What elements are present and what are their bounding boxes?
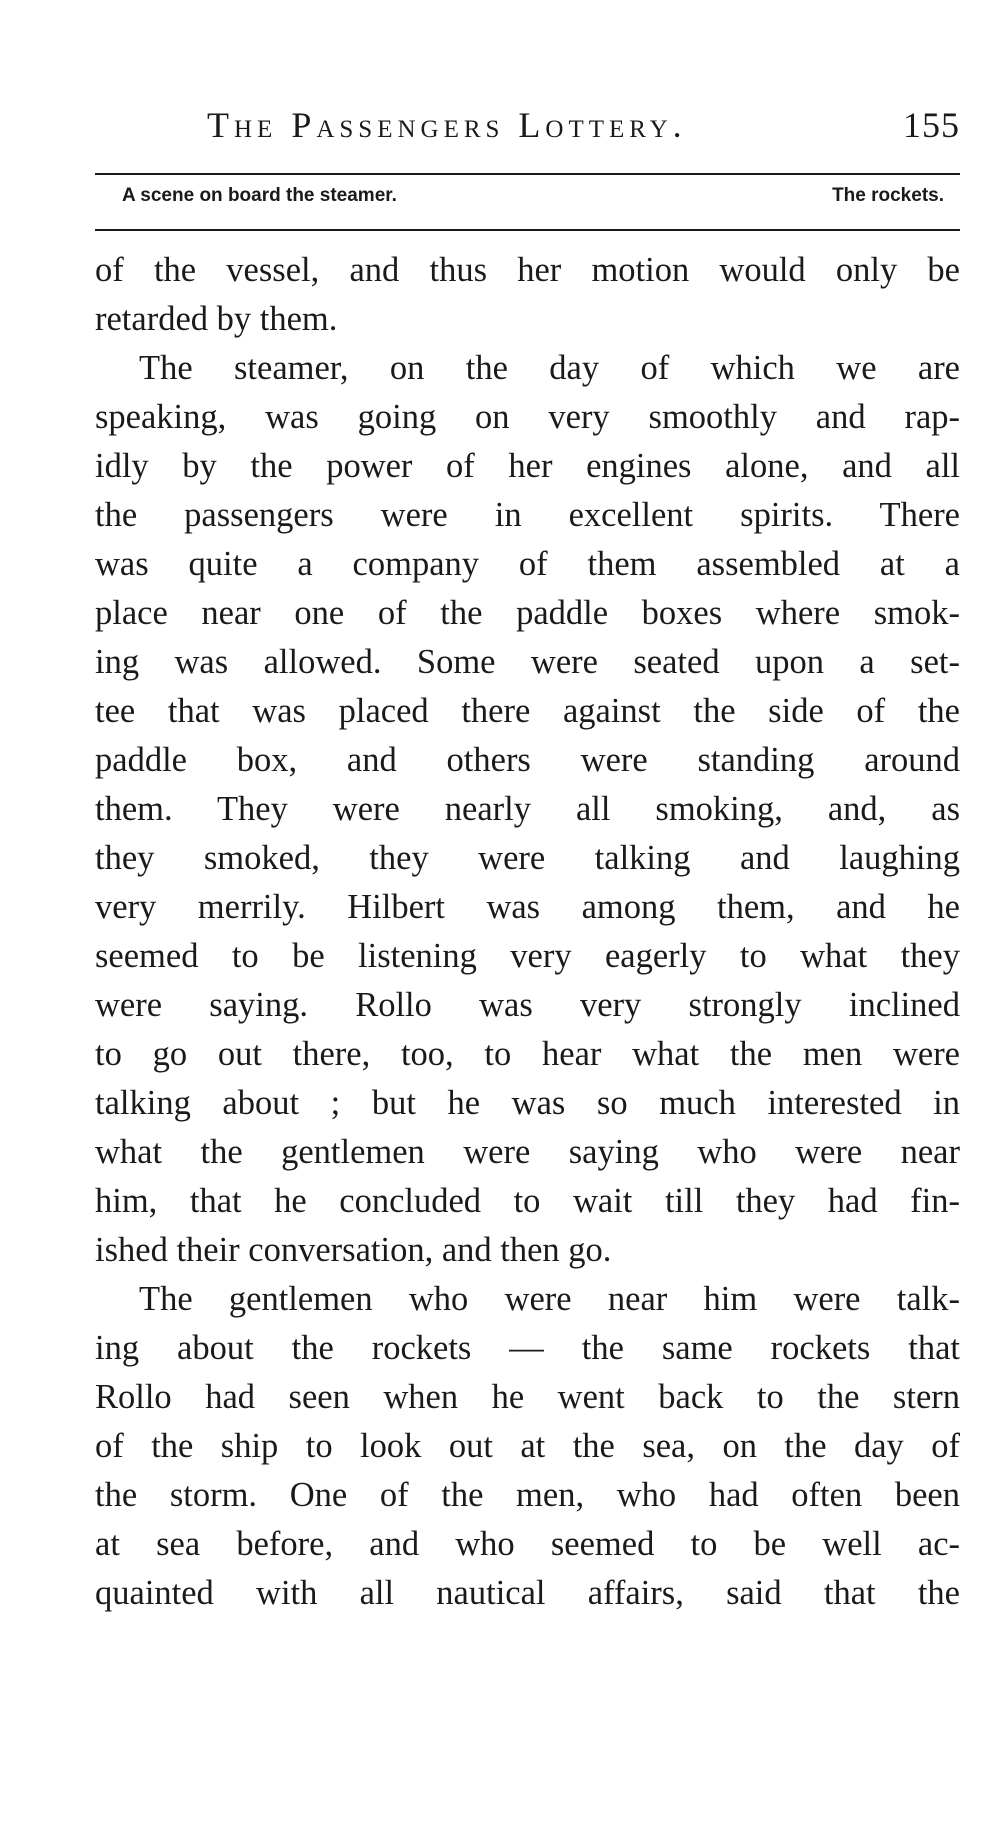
running-title: The Passengers Lottery. — [207, 105, 687, 145]
text-line: ing about the rockets — the same rockets that — [95, 1329, 960, 1367]
text-line: Rollo had seen when he went back to the stern — [95, 1378, 960, 1416]
text-line: talking about ; but he was so much interested in — [95, 1084, 960, 1122]
text-line: they smoked, they were talking and laughing — [95, 839, 960, 877]
text-line: The steamer, on the day of which we are — [139, 349, 960, 387]
text-line: very merrily. Hilbert was among them, and he — [95, 888, 960, 926]
text-line: tee that was placed there against the side of the — [95, 692, 960, 730]
header-rule-top — [95, 173, 960, 175]
text-line: were saying. Rollo was very strongly inclined — [95, 986, 960, 1024]
text-line: of the ship to look out at the sea, on the day of — [95, 1427, 960, 1465]
text-line: the passengers were in excellent spirits. There — [95, 496, 960, 534]
text-line: what the gentlemen were saying who were near — [95, 1133, 960, 1171]
running-header — [95, 104, 960, 154]
subheader-left: A scene on board the steamer. — [122, 185, 397, 206]
text-line: seemed to be listening very eagerly to what they — [95, 937, 960, 975]
text-line: the storm. One of the men, who had often been — [95, 1476, 960, 1514]
text-line: them. They were nearly all smoking, and, as — [95, 790, 960, 828]
text-line: The gentlemen who were near him were talk- — [139, 1280, 960, 1318]
text-line: was quite a company of them assembled at a — [95, 545, 960, 583]
text-line: idly by the power of her engines alone, and all — [95, 447, 960, 485]
text-line: ished their conversation, and then go. — [95, 1231, 612, 1269]
text-line: ing was allowed. Some were seated upon a set- — [95, 643, 960, 681]
header-rule-bottom — [95, 229, 960, 231]
body-text — [95, 246, 960, 1618]
text-line: place near one of the paddle boxes where smok- — [95, 594, 960, 632]
text-line: retarded by them. — [95, 300, 338, 338]
text-line: paddle box, and others were standing around — [95, 741, 960, 779]
text-line: quainted with all nautical affairs, said that the — [95, 1574, 960, 1612]
page-number: 155 — [903, 105, 960, 145]
subheader-right: The rockets. — [832, 185, 944, 206]
text-line: him, that he concluded to wait till they had fin- — [95, 1182, 960, 1220]
text-line: to go out there, too, to hear what the men were — [95, 1035, 960, 1073]
text-line: at sea before, and who seemed to be well ac- — [95, 1525, 960, 1563]
section-subheader — [95, 185, 960, 215]
text-line: speaking, was going on very smoothly and rap- — [95, 398, 960, 436]
text-line: of the vessel, and thus her motion would only be — [95, 251, 960, 289]
